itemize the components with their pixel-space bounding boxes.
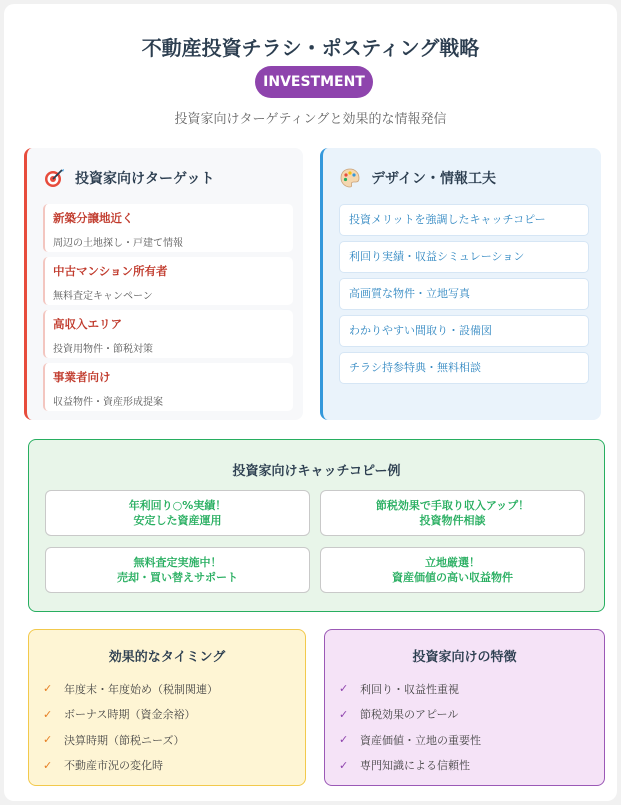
catchcopy-line: 年利回り○%実績！ (128, 499, 227, 512)
design-item: チラシ持参特典・無料相談 (339, 352, 589, 384)
catchcopy-line: 投資物件相談 (419, 514, 486, 527)
catchcopy-panel (28, 439, 605, 612)
check-icon: ✓ (43, 682, 53, 696)
timing-title: 効果的なタイミング (108, 650, 226, 665)
target-item (43, 257, 293, 305)
target-item (43, 363, 293, 411)
design-item: 投資メリットを強調したキャッチコピー (339, 204, 589, 236)
check-icon: ✓ (43, 733, 53, 747)
timing-item (43, 753, 218, 779)
target-item-desc: 収益物件・資産形成提案 (53, 397, 163, 408)
feature-item-text: 利回り・収益性重視 (360, 682, 459, 696)
feature-item-text: 専門知識による信頼性 (360, 759, 470, 773)
feature-item-text: 資産価値・立地の重要性 (360, 733, 481, 747)
target-icon (43, 167, 65, 189)
target-panel-title: 投資家向けターゲット (75, 171, 215, 187)
feature-item (339, 753, 481, 779)
timing-item (43, 727, 218, 753)
timing-item (43, 676, 218, 702)
design-panel-header (339, 166, 496, 190)
timing-item-text: ボーナス時期（資金余裕） (64, 708, 196, 722)
palette-icon (339, 167, 361, 189)
design-panel (320, 148, 601, 420)
catchcopy-box (320, 490, 585, 536)
design-item: 高画質な物件・立地写真 (339, 278, 589, 310)
catchcopy-box (320, 547, 585, 593)
investment-badge: INVESTMENT (255, 66, 373, 98)
target-item-title: 高収入エリア (53, 317, 122, 331)
check-icon: ✓ (43, 758, 53, 772)
timing-item-text: 不動産市況の変化時 (64, 759, 163, 773)
timing-item-text: 決算時期（節税ニーズ） (64, 733, 185, 747)
target-item-desc: 投資用物件・節税対策 (53, 344, 153, 355)
design-panel-title: デザイン・情報工夫 (371, 171, 497, 187)
feature-item (339, 727, 481, 753)
check-icon: ✓ (339, 733, 349, 747)
design-item: わかりやすい間取り・設備図 (339, 315, 589, 347)
feature-item-text: 節税効果のアピール (360, 708, 459, 722)
feature-item (339, 702, 481, 728)
timing-list (43, 676, 218, 778)
page-subtitle: 投資家向けターゲティングと効果的な情報発信 (174, 112, 447, 127)
feature-item (339, 676, 481, 702)
check-icon: ✓ (339, 707, 349, 721)
timing-panel (28, 629, 306, 786)
catchcopy-line: 安定した資産運用 (133, 514, 222, 527)
design-list (339, 204, 589, 389)
target-panel (24, 148, 303, 420)
catchcopy-line: 立地厳選！ (425, 556, 480, 569)
timing-item-text: 年度末・年度始め（税制関連） (64, 682, 218, 696)
target-list (43, 204, 293, 416)
target-item (43, 204, 293, 252)
check-icon: ✓ (43, 707, 53, 721)
check-icon: ✓ (339, 758, 349, 772)
target-item (43, 310, 293, 358)
check-icon: ✓ (339, 682, 349, 696)
target-item-title: 新築分譲地近く (53, 211, 134, 225)
target-item-desc: 周辺の土地探し・戸建て情報 (53, 238, 183, 249)
target-panel-header (43, 166, 214, 190)
design-item: 利回り実績・収益シミュレーション (339, 241, 589, 273)
catchcopy-title: 投資家向けキャッチコピー例 (232, 464, 401, 479)
timing-item (43, 702, 218, 728)
target-item-title: 事業者向け (53, 370, 111, 384)
catchcopy-box (45, 490, 310, 536)
catchcopy-box (45, 547, 310, 593)
features-panel (324, 629, 605, 786)
catchcopy-line: 節税効果で手取り収入アップ！ (375, 499, 530, 512)
target-item-desc: 無料査定キャンペーン (53, 291, 153, 302)
catchcopy-line: 売却・買い替えサポート (117, 571, 238, 584)
catchcopy-line: 無料査定実施中！ (133, 556, 222, 569)
catchcopy-line: 資産価値の高い収益物件 (392, 571, 513, 584)
infographic-card (4, 4, 617, 801)
target-item-title: 中古マンション所有者 (53, 264, 168, 278)
features-list (339, 676, 481, 778)
features-title: 投資家向けの特徴 (412, 650, 517, 665)
page-title: 不動産投資チラシ・ポスティング戦略 (141, 36, 480, 60)
